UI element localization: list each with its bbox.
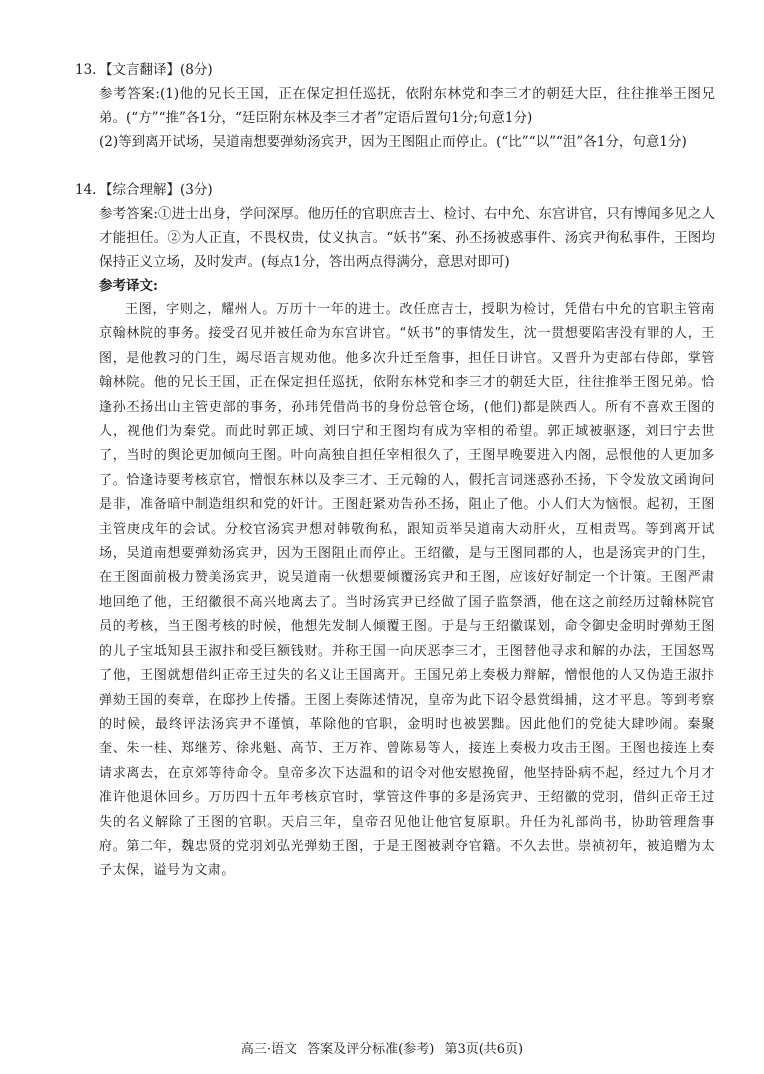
footer-doc-title: 答案及评分标准(参考) bbox=[307, 1042, 435, 1057]
footer-grade-subject: 高三·语文 bbox=[240, 1042, 297, 1057]
question-14 bbox=[75, 178, 715, 884]
page-footer bbox=[0, 1040, 764, 1060]
q13-answer-2: (2)等到离开试场，吴道南想要弹劾汤宾尹，因为王图阻止而停止。(“比”“以”“沮”各1分，句意1分) bbox=[99, 134, 687, 150]
translation-text: 王图，字则之，耀州人。万历十一年的进士。改任庶吉士，授职为检讨，凭借右中允的官职主管南京翰林院的事务。接受召见并被任命为东宫讲官。“妖书”的事情发生，沈一贯想要陷害没有罪的人，王图，是他教习的门生，竭尽语言规劝他。他多次升迁至詹事，担任日讲官。又晋升为吏部右侍郎，掌管翰林院。他的兄长王国，正在保定担任巡抚，依附东林党和李三才的朝廷大臣，往往推举王图兄弟。恰逢孙丕扬出山主管吏部的事务，孙玮凭借尚书的身份总管仓场，(他们)都是陕西人。所有不喜欢王图的人，视他们为秦党。而此时郭正域、刘曰宁和王图均有成为宰相的希望。郭正域被驱逐，刘曰宁去世了，当时的舆论更加倾向王图。叶向高独自担任宰相很久了，王图早晚要进入内阁，忌恨他的人更加多了。恰逢诗要考核京官，憎恨东林以及李三才、王元翰的人，假托言词迷惑孙丕扬，下令发放文函询问是非，准备暗中制造组织和党的奸计。王图赶紧劝告孙丕扬，阻止了他。小人们大为恼恨。起初，王图主管庚戌年的会试。分校官汤宾尹想对韩敬徇私，跟知贡举吴道南大动肝火，互相责骂。等到离开试场，吴道南想要弹劾汤宾尹，因为王图阻止而停止。王绍徽，是与王图同郡的人，也是汤宾尹的门生，在王图面前极力赞美汤宾尹，说吴道南一伙想要倾覆汤宾尹和王图，应该好好制定一个计策。王图严肃地回绝了他，王绍徽很不高兴地离去了。当时汤宾尹已经做了国子监祭酒，他在这之前经历过翰林院官员的考核，当王图考核的时候，他想先发制人倾覆王图。于是与王绍徽谋划，命令御史金明时弹劾王图的儿子宝坻知县王淑抃和受巨额钱财。并称王国一向厌恶李三才，王图替他寻求和解的办法，王国怒骂了他，王图就想借纠正帝王过失的名义让王国离开。王国兄弟上奏极力辩解，憎恨他的人又伪造王淑抃弹劾王国的奏章，在邸抄上传播。王图上奏陈述情况，皇帝为此下诏令悬赏缉捕，这才平息。等到考察的时候，最终评法汤宾尹不谨慎，革除他的官职，金明时也被罢黜。因此他们的党徒大肆吵闹。秦聚奎、朱一桂、郑继芳、徐兆魁、高节、王万祚、曾陈易等人，接连上奏极力攻击王图。王图也接连上奏请求离去，在京郊等待命令。皇帝多次下达温和的诏令对他安慰挽留，他坚持卧病不起，经过九个月才准许他退休回乡。万历四十五年考核京官时，掌管这件事的多是汤宾尹、王绍徽的党羽，借纠正帝王过失的名义解除了王图的官职。天启三年，皇帝召见他让他官复原职。升任为礼部尚书，协助管理詹事府。第二年，魏忠贤的党羽刘弘光弹劾王图，于是王图被剥夺官籍。不久去世。崇祯初年，被追赠为太子太保，谥号为文肃。 bbox=[99, 302, 715, 879]
q14-number: 14. bbox=[75, 182, 97, 198]
q13-heading bbox=[75, 58, 715, 82]
q13-answer-1: 参考答案:(1)他的兄长王国，正在保定担任巡抚，依附东林党和李三才的朝廷大臣，往往推举王图兄弟。(“方”“推”各1分，“廷臣附东林及李三才者”定语后置句1分;句意1分) bbox=[99, 86, 715, 126]
question-13 bbox=[75, 58, 715, 154]
footer-page-info: 第3页(共6页) bbox=[444, 1042, 524, 1057]
q14-content bbox=[99, 202, 715, 884]
q14-title: 【综合理解】(3分) bbox=[99, 182, 213, 198]
translation-title: 参考译文: bbox=[99, 278, 158, 294]
q14-answer: 参考答案:①进士出身，学问深厚。他历任的官职庶吉士、检讨、右中允、东宫讲官，只有博闻多见之人才能担任。②为人正直，不畏权贵，仗义执言。“妖书”案、孙丕扬被惑事件、汤宾尹徇私事件，王图均保持正义立场，及时发声。(每点1分，答出两点得满分，意思对即可) bbox=[99, 206, 715, 270]
q13-title: 【文言翻译】(8分) bbox=[99, 62, 213, 78]
q13-answers bbox=[99, 82, 715, 154]
q13-number: 13. bbox=[75, 62, 97, 78]
q14-heading bbox=[75, 178, 715, 202]
